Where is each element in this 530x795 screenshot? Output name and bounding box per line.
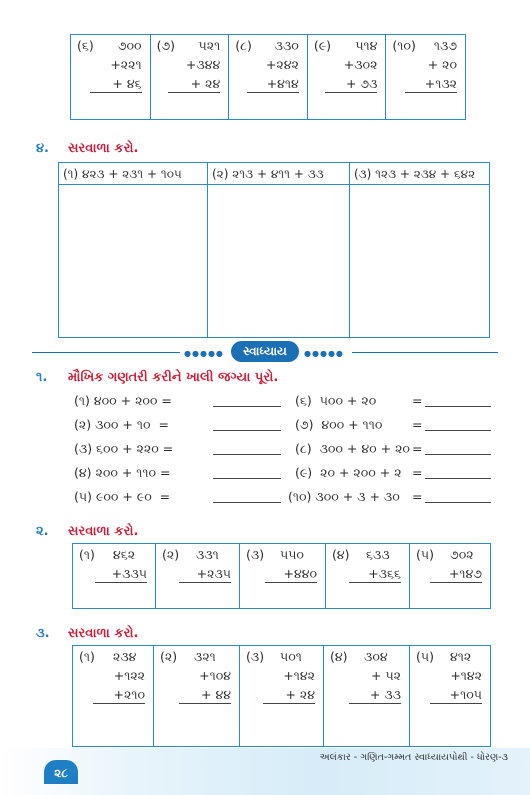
addend: +૧૦૪ [199,668,231,683]
addend: ૧૩૭ [433,38,458,53]
oral-expression: (૧) ૪૦૦ + ૨૦૦ = [74,393,172,408]
sum-cell [150,35,229,119]
addend: ૩૦૪ [364,649,388,664]
addend: +૧૪૨ [283,668,315,683]
question-number: ૩. [36,626,50,641]
q4-expression: (૩) ૧૨૩ + ૨૩૪ + ૬૪૨ [354,167,476,181]
addend: +૧૪૨ [450,668,482,683]
answer-blank[interactable] [425,502,491,503]
equals-sign: = [412,417,423,432]
addend: + ૨૪ [168,76,220,93]
oral-expression: (૯) ૨૦ + ૨૦૦ + ૨ [295,465,402,480]
problem-number: (૮) [235,38,252,53]
sum-cell [73,646,153,746]
addend: ૩૨૧ [194,649,216,664]
addend: ૫૦૧ [280,649,302,664]
problem-number: (૧૦) [392,38,416,53]
s3-sums-box [72,645,491,747]
addend: + ૩૩ [349,687,401,704]
addend: + ૨૦ [427,57,458,72]
answer-blank[interactable] [213,478,281,479]
q4-cell-header [350,163,489,185]
page-number-badge: ૨૮ [44,760,78,784]
answer-blank[interactable] [213,430,281,431]
addend: +૧૨૨ [113,668,145,683]
addend: +૨૩૫ [179,566,231,583]
addend: + ૫૨ [371,668,401,683]
sum-cell [307,35,386,119]
q4-cell [207,163,349,337]
problem-number: (૨) [160,649,178,664]
sum-cell [71,35,150,119]
sum-cell [325,544,409,608]
addend: ૩૩૦ [274,38,299,53]
q4-expression: (૧) ૪૨૩ + ૨૩૧ + ૧૦૫ [63,167,182,181]
top-sums-box [70,34,466,120]
addend: + ૭૩ [325,76,377,93]
question-title: મૌખિક ગણતરી કરીને ખાલી જગ્યા પૂરો. [68,370,279,385]
addend: + ૪૬ [90,76,142,93]
answer-blank[interactable] [425,430,491,431]
problem-number: (૭) [156,38,176,53]
answer-blank[interactable] [213,406,281,407]
question-title: સરવાળા કરો. [68,141,139,156]
s2-sums-box [72,543,491,609]
addend: +૩૪૪ [185,57,221,72]
question-number: ૪. [36,141,49,156]
q4-cell-header [59,163,207,185]
addend: ૪૧૨ [450,649,472,664]
oral-expression: (૧૦) ૩૦૦ + ૩ + ૩૦ [288,489,400,504]
problem-number: (૫) [416,547,434,562]
addend: +૧૩૨ [405,76,457,93]
sum-cell [239,646,323,746]
addend: ૭૦૦ [117,38,142,53]
footer-book-title: અલંકાર - ગણિત-ગમ્મત સ્વાધ્યાયપોથી - ધોરણ-૩ [319,752,508,763]
oral-expression: (૭) ૪૦૦ + ૧૧૦ [295,417,383,432]
problem-number: (૯) [313,38,331,53]
sum-cell [73,544,155,608]
oral-expression: (૪) ૨૦૦ + ૧૧૦ = [74,465,171,480]
answer-blank[interactable] [425,478,491,479]
problem-number: (૩) [246,649,265,664]
sum-cell [385,35,465,119]
answer-blank[interactable] [425,406,491,407]
sum-cell [409,544,490,608]
question-number: ૨. [36,524,49,539]
sum-cell [155,544,239,608]
addend: +૩૩૫ [95,566,147,583]
divider-line-left [32,352,180,353]
addend: +૧૪૭ [430,566,482,583]
sum-cell [228,35,307,119]
problem-number: (૨) [162,547,180,562]
sum-cell [239,544,325,608]
addend: + ૨૪ [263,687,315,704]
addend: +૨૨૧ [110,57,142,72]
equals-sign: = [412,441,423,456]
sum-cell [153,646,239,746]
addend: + ૪૪ [179,687,231,704]
problem-number: (૩) [246,547,265,562]
addend: +૨૧૦ [93,687,145,704]
problem-number: (૧) [79,649,95,664]
addend: +૨૪૨ [265,57,299,72]
divider-line-right [352,352,498,353]
q4-expression: (૨) ૨૧૩ + ૪૧૧ + ૩૩ [212,167,324,181]
oral-expression: (૨) ૩૦૦ + ૧૦ = [74,417,169,432]
oral-expression: (૫) ૯૦૦ + ૯૦ = [74,489,171,504]
addend: ૬૩૩ [366,547,390,562]
addend: +૩૬૬ [349,566,401,583]
section-banner: સ્વાધ્યાય [231,341,299,362]
q4-cell [349,163,489,337]
addend: ૭૦૨ [450,547,474,562]
divider-dots-right: ●●●●● [304,349,344,358]
question-number: ૧. [36,370,48,385]
addend: ૫૨૧ [198,38,221,53]
problem-number: (૧) [79,547,95,562]
problem-number: (૪) [332,547,350,562]
equals-sign: = [412,489,423,504]
addend: +૩૦૨ [343,57,378,72]
answer-blank[interactable] [213,454,281,455]
problem-number: (૪) [330,649,348,664]
addend: +૧૦૫ [430,687,482,704]
problem-number: (૫) [416,649,434,664]
answer-blank[interactable] [213,502,281,503]
addend: ૫૫૦ [280,547,304,562]
addend: ૪૬૨ [113,547,136,562]
q4-box [58,162,490,338]
equals-sign: = [412,465,423,480]
addend: ૫૧૪ [355,38,378,53]
equals-sign: = [412,393,423,408]
q4-cell [59,163,207,337]
sum-cell [323,646,409,746]
q4-cell-header [208,163,349,185]
oral-expression: (૬) ૫૦૦ + ૨૦ [295,393,377,408]
addend: ૨૩૪ [113,649,137,664]
addend: +૪૪૦ [265,566,317,583]
answer-blank[interactable] [425,454,491,455]
divider-dots-left: ●●●●● [184,349,224,358]
sum-cell [409,646,490,746]
addend: +૪૧૪ [247,76,299,93]
question-title: સરવાળા કરો. [68,524,139,539]
oral-expression: (૩) ૬૦૦ + ૨૨૦ = [74,441,174,456]
oral-expression: (૮) ૩૦૦ + ૪૦ + ૨૦ [295,441,410,456]
problem-number: (૬) [77,38,94,53]
question-title: સરવાળા કરો. [68,626,139,641]
addend: ૩૩૧ [196,547,219,562]
